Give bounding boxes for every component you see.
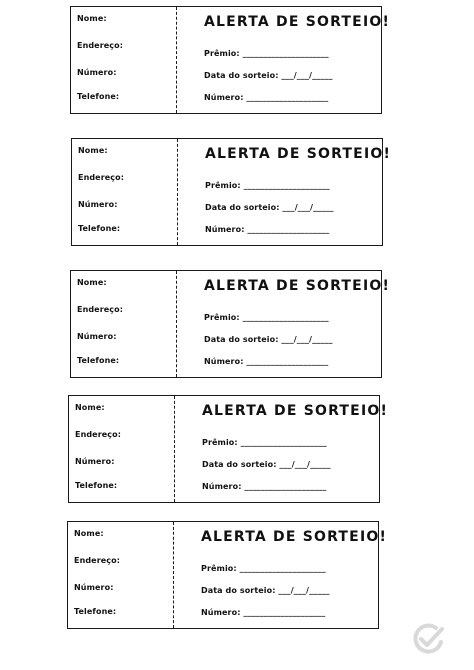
stub-address-label: Endereço:	[77, 305, 124, 314]
stub-phone-label: Telefone:	[78, 224, 121, 233]
ticket-number-field: Número: ____________________	[201, 608, 326, 617]
checkmark-logo-icon	[412, 622, 446, 656]
stub-name-label: Nome:	[77, 278, 107, 287]
stub-phone-label: Telefone:	[75, 481, 118, 490]
raffle-ticket-2	[71, 138, 392, 246]
raffle-ticket-3	[70, 270, 391, 378]
stub-number-label: Número:	[74, 583, 114, 592]
stub-phone-label: Telefone:	[74, 607, 117, 616]
raffle-ticket-1	[70, 6, 391, 114]
draw-date-field: Data do sorteio: ___/___/_____	[202, 460, 331, 469]
ticket-title: ALERTA DE SORTEIO!	[202, 403, 389, 419]
ticket-title: ALERTA DE SORTEIO!	[205, 146, 392, 162]
draw-date-field: Data do sorteio: ___/___/_____	[205, 203, 334, 212]
stub-number-label: Número:	[77, 332, 117, 341]
stub-number-label: Número:	[78, 200, 118, 209]
stub-address-label: Endereço:	[78, 173, 125, 182]
stub-number-label: Número:	[77, 68, 117, 77]
stub-phone-label: Telefone:	[77, 92, 120, 101]
ticket-body	[175, 396, 389, 502]
ticket-stub	[69, 396, 175, 502]
ticket-title: ALERTA DE SORTEIO!	[204, 278, 391, 294]
prize-field: Prêmio: _____________________	[201, 564, 326, 573]
ticket-stub	[68, 522, 174, 628]
draw-date-field: Data do sorteio: ___/___/_____	[204, 335, 333, 344]
ticket-title: ALERTA DE SORTEIO!	[204, 14, 391, 30]
prize-field: Prêmio: _____________________	[202, 438, 327, 447]
draw-date-field: Data do sorteio: ___/___/_____	[201, 586, 330, 595]
ticket-title: ALERTA DE SORTEIO!	[201, 529, 388, 545]
ticket-stub	[71, 7, 177, 113]
ticket-number-field: Número: ____________________	[202, 482, 327, 491]
draw-date-field: Data do sorteio: ___/___/_____	[204, 71, 333, 80]
raffle-ticket-4	[68, 395, 389, 503]
stub-address-label: Endereço:	[74, 556, 121, 565]
stub-name-label: Nome:	[74, 529, 104, 538]
stub-name-label: Nome:	[77, 14, 107, 23]
ticket-body	[174, 522, 388, 628]
ticket-number-field: Número: ____________________	[204, 357, 329, 366]
ticket-stub	[71, 271, 177, 377]
ticket-number-field: Número: ____________________	[204, 93, 329, 102]
stub-name-label: Nome:	[75, 403, 105, 412]
stub-name-label: Nome:	[78, 146, 108, 155]
ticket-stub	[72, 139, 178, 245]
prize-field: Prêmio: _____________________	[205, 181, 330, 190]
ticket-body	[177, 7, 391, 113]
stub-phone-label: Telefone:	[77, 356, 120, 365]
ticket-body	[177, 271, 391, 377]
ticket-body	[178, 139, 392, 245]
stub-address-label: Endereço:	[77, 41, 124, 50]
ticket-number-field: Número: ____________________	[205, 225, 330, 234]
stub-address-label: Endereço:	[75, 430, 122, 439]
prize-field: Prêmio: _____________________	[204, 49, 329, 58]
prize-field: Prêmio: _____________________	[204, 313, 329, 322]
raffle-ticket-5	[67, 521, 388, 629]
stub-number-label: Número:	[75, 457, 115, 466]
